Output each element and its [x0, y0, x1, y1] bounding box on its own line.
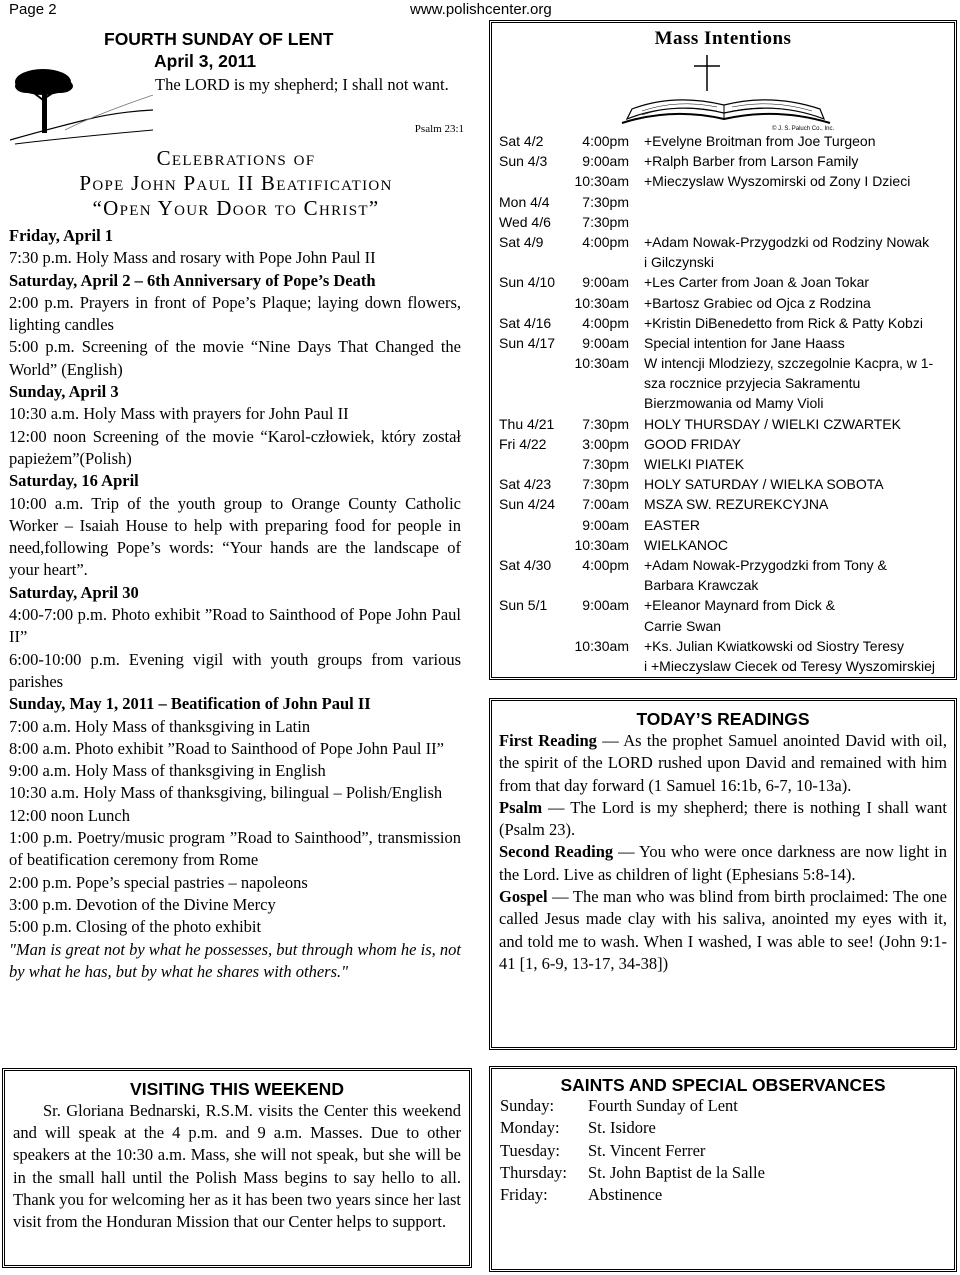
saints-heading: SAINTS AND SPECIAL OBSERVANCES	[560, 1075, 886, 1095]
event-line: 12:00 noon Lunch	[9, 805, 130, 825]
mass-time: 4:00pm	[582, 133, 629, 149]
website-url[interactable]: www.polishcenter.org	[410, 1, 552, 18]
page-number: Page 2	[9, 1, 57, 18]
mass-intention: WIELKANOC	[644, 536, 729, 553]
saint-day: Sunday:	[500, 1096, 555, 1115]
mass-time: 9:00am	[582, 516, 629, 533]
event-line: Saturday, April 30	[9, 582, 139, 602]
mass-intention: +Mieczyslaw Wyszomirski od Zony I Dzieci	[644, 173, 911, 190]
art-credit: © J. S. Paluch Co., Inc.	[772, 126, 835, 131]
mass-time: 9:00am	[582, 153, 629, 170]
mass-intention: +Ralph Barber from Larson Family	[644, 153, 859, 170]
mass-intention-row	[499, 171, 949, 191]
mass-intentions-table	[499, 131, 949, 676]
mass-intention-row	[499, 656, 949, 676]
saint-name: St. Vincent Ferrer	[588, 1140, 706, 1160]
mass-intention: +Les Carter from Joan & Joan Tokar	[644, 274, 870, 291]
event-line: Friday, April 1	[9, 226, 114, 245]
visiting-body: Sr. Gloriana Bednarski, R.S.M. visits the Center this weekend and will speak at the 4 p.m. and 9 a.m. Masses. Due to other speakers at the 10:30 a.m. Mass, she will not speak, but she will be in the small hall until the Polish Mass begins to say hello to all. Thank you for welcoming her as it has been two years since her last visit from the Honduran Mission that our Center helps to support.	[13, 1101, 461, 1232]
mass-intention: +Adam Nowak-Przygodzki from Tony &	[644, 556, 887, 573]
readings-heading: TODAY’S READINGS	[636, 709, 810, 729]
reading-label: Second Reading	[499, 842, 614, 862]
mass-day: Fri 4/22	[499, 435, 547, 452]
mass-day: Sat 4/23	[499, 476, 552, 493]
saint-day: Thursday:	[500, 1162, 567, 1182]
mass-day: Sun 4/17	[499, 334, 556, 351]
mass-time: 4:00pm	[582, 556, 629, 573]
mass-time: 7:30pm	[582, 415, 629, 432]
reading-item	[499, 730, 947, 797]
mass-intention: W intencji Mlodziezy, szczegolnie Kacpra, w 1-	[644, 355, 934, 372]
celebrations-heading	[8, 146, 464, 221]
mass-intention-row	[499, 353, 949, 373]
reading-item	[499, 797, 947, 842]
mass-intention: EASTER	[644, 516, 701, 533]
mass-time: 10:30am	[574, 294, 629, 311]
mass-intention: Special intention for Jane Haass	[644, 334, 845, 351]
mass-intention-row	[499, 515, 949, 535]
mass-day: Sun 5/1	[499, 597, 548, 614]
reading-label: First Reading	[499, 731, 597, 750]
mass-day: Sun 4/24	[499, 496, 556, 513]
visiting-box	[2, 1068, 472, 1268]
mass-time: 10:30am	[574, 355, 629, 372]
mass-intention: Bierzmowania od Mamy Violi	[644, 395, 824, 412]
mass-intention: +Eleanor Maynard from Dick &	[644, 597, 836, 614]
mass-intention-row	[499, 393, 949, 413]
mass-intention-row	[499, 151, 949, 171]
sunday-name: FOURTH SUNDAY OF LENT	[104, 29, 334, 49]
mass-time: 9:00am	[582, 334, 629, 351]
mass-day: Sat 4/2	[499, 133, 544, 149]
reading-text: — As the prophet Samuel anointed David with oil, the spirit of the LORD rushed upon David and remained with him from that day forward (1 Samuel 16:1b, 6-7, 10-13a).	[499, 731, 947, 795]
reading-item	[499, 886, 947, 975]
mass-intention-row	[499, 616, 949, 636]
saint-row	[492, 1141, 954, 1163]
mass-day: Thu 4/21	[499, 415, 555, 432]
mass-intention: +Kristin DiBenedetto from Rick & Patty Kobzi	[644, 314, 923, 331]
event-line: 10:00 a.m. Trip of the youth group to Orange County Catholic Worker – Isaiah House to help with preparing food for people in need,following Pope’s words: “Your hands are the landscape of your heart”.	[9, 493, 461, 580]
reading-text: — The Lord is my shepherd; there is nothing I shall want (Psalm 23).	[499, 797, 947, 840]
mass-intention: i Gilczynski	[644, 254, 715, 271]
mass-intention-row	[499, 232, 949, 252]
mass-intention: HOLY SATURDAY / WIELKA SOBOTA	[644, 476, 884, 493]
mass-intention-row	[499, 434, 949, 454]
saints-box	[489, 1066, 957, 1272]
readings-body	[492, 730, 954, 975]
reading-text: — The man who was blind from birth proclaimed: The one called Jesus made clay with his saliva, anointed my eyes with it, and told me to wash. When I washed, I was able to see! (John 9:1-41 [1, 6-9, 13-17, 34-38])	[499, 887, 947, 973]
mass-time: 10:30am	[574, 637, 629, 654]
page-header	[0, 0, 960, 20]
mass-time: 4:00pm	[582, 233, 629, 250]
mass-intention-row	[499, 535, 949, 555]
mass-intention: Carrie Swan	[644, 617, 722, 634]
saint-row	[492, 1118, 954, 1140]
mass-time: 7:30pm	[582, 193, 629, 210]
celebrations-section	[0, 22, 476, 1062]
mass-time: 9:00am	[582, 274, 629, 291]
saint-name: Abstinence	[588, 1185, 663, 1205]
saint-day: Tuesday:	[500, 1140, 560, 1160]
psalm-verse: The LORD is my shepherd; I shall not want.	[155, 75, 449, 94]
sunday-date: April 3, 2011	[154, 51, 257, 71]
mass-intention-row	[499, 494, 949, 514]
mass-intention: +Ks. Julian Kwiatkowski od Siostry Teresy	[644, 637, 905, 654]
mass-intention: sza rocznice przyjecia Sakramentu	[644, 375, 861, 392]
mass-day: Wed 4/6	[499, 213, 551, 230]
mass-time: 10:30am	[574, 536, 629, 553]
saint-row	[492, 1096, 954, 1118]
saint-name: St. Isidore	[588, 1118, 656, 1138]
event-line: 1:00 p.m. Poetry/music program ”Road to Sainthood”, transmission of beatification ceremony from Rome	[9, 828, 461, 870]
event-line: 6:00-10:00 p.m. Evening vigil with youth groups from various parishes	[9, 649, 461, 691]
mass-intention: Barbara Krawczak	[644, 577, 759, 594]
event-line: Sunday, April 3	[9, 382, 119, 402]
event-line: 5:00 p.m. Closing of the photo exhibit	[9, 917, 262, 937]
mass-day: Sat 4/30	[499, 556, 552, 573]
saint-name: Fourth Sunday of Lent	[588, 1096, 738, 1115]
celebrations-line-3: “Open Your Door to Christ”	[92, 196, 380, 220]
mass-intention-row	[499, 636, 949, 656]
mass-intention: +Evelyne Broitman from Joe Turgeon	[644, 133, 876, 149]
event-line: 3:00 p.m. Devotion of the Divine Mercy	[9, 894, 276, 914]
event-line: 2:00 p.m. Prayers in front of Pope’s Plaque; laying down flowers, lighting candles	[9, 292, 461, 335]
saint-row	[492, 1185, 954, 1207]
mass-time: 10:30am	[574, 173, 629, 190]
mass-intention-row	[499, 313, 949, 333]
pope-quote: "Man is great not by what he possesses, but through whom he is, not by what he has, but by what he shares with others."	[9, 939, 461, 981]
events-list	[9, 225, 461, 983]
mass-intentions-box	[489, 20, 957, 680]
celebrations-line-1: Celebrations of	[156, 146, 316, 170]
event-line: 4:00-7:00 p.m. Photo exhibit ”Road to Sainthood of Pope John Paul II”	[9, 605, 461, 647]
event-line: 5:00 p.m. Screening of the movie “Nine Days That Changed the World” (English)	[9, 337, 461, 379]
event-line: 2:00 p.m. Pope’s special pastries – napoleons	[9, 872, 308, 892]
mass-intention-row	[499, 373, 949, 393]
event-line: 12:00 noon Screening of the movie “Karol-człowiek, który został papieżem”(Polish)	[9, 426, 461, 468]
mass-intention: GOOD FRIDAY	[644, 435, 741, 452]
mass-intention: HOLY THURSDAY / WIELKI CZWARTEK	[644, 415, 901, 432]
reading-label: Psalm	[499, 797, 543, 817]
mass-intention: i +Mieczyslaw Ciecek od Teresy Wyszomirskiej	[644, 657, 935, 674]
mass-intentions-title: Mass Intentions	[654, 28, 792, 49]
saint-row	[492, 1163, 954, 1185]
event-line: 8:00 a.m. Photo exhibit ”Road to Sainthood of Pope John Paul II”	[9, 738, 444, 758]
mass-day: Sun 4/3	[499, 153, 548, 170]
mass-intention-row	[499, 454, 949, 474]
event-line: Saturday, 16 April	[9, 471, 139, 491]
mass-intention-row	[499, 555, 949, 575]
mass-intention-row	[499, 595, 949, 615]
mass-intention-row	[499, 272, 949, 292]
mass-intention-row	[499, 575, 949, 595]
mass-intention-row	[499, 293, 949, 313]
mass-intention: +Adam Nowak-Przygodzki od Rodziny Nowak	[644, 233, 930, 250]
visiting-heading: VISITING THIS WEEKEND	[130, 1079, 344, 1099]
mass-day: Sat 4/16	[499, 314, 552, 331]
event-line: 10:30 a.m. Holy Mass with prayers for John Paul II	[9, 404, 349, 424]
mass-intention-row	[499, 333, 949, 353]
saint-day: Friday:	[500, 1185, 548, 1205]
event-line: 7:00 a.m. Holy Mass of thanksgiving in Latin	[9, 716, 311, 736]
mass-intention: WIELKI PIATEK	[644, 456, 745, 472]
mass-intention-row	[499, 414, 949, 434]
reading-label: Gospel	[499, 887, 548, 907]
mass-intention-row	[499, 192, 949, 212]
mass-day: Sun 4/10	[499, 274, 556, 291]
mass-day: Mon 4/4	[499, 193, 550, 210]
mass-intention-row	[499, 474, 949, 494]
event-line: Saturday, April 2 – 6th Anniversary of Pope’s Death	[9, 270, 376, 290]
mass-intention-row	[499, 131, 949, 151]
event-line: Sunday, May 1, 2011 – Beatification of John Paul II	[9, 694, 371, 714]
open-bible-cross-icon	[612, 51, 842, 131]
tree-landscape-illustration	[5, 60, 155, 145]
mass-time: 4:00pm	[582, 314, 629, 331]
reading-item	[499, 841, 947, 886]
event-line: 7:30 p.m. Holy Mass and rosary with Pope John Paul II	[9, 248, 376, 268]
mass-intention-row	[499, 252, 949, 272]
mass-time: 7:30pm	[582, 456, 629, 472]
mass-time: 7:30pm	[582, 476, 629, 493]
mass-time: 7:30pm	[582, 213, 629, 230]
mass-intention-row	[499, 212, 949, 232]
readings-box	[489, 698, 957, 1050]
mass-time: 7:00am	[582, 496, 629, 513]
mass-time: 9:00am	[582, 597, 629, 614]
celebrations-line-2: Pope John Paul II Beatification	[79, 171, 393, 195]
mass-day: Sat 4/9	[499, 233, 544, 250]
mass-intention: MSZA SW. REZUREKCYJNA	[644, 496, 829, 513]
mass-time: 3:00pm	[582, 435, 629, 452]
reading-text: — You who were once darkness are now light in the Lord. Live as children of light (Ephesians 5:8-14).	[499, 842, 947, 884]
sunday-title	[104, 28, 464, 72]
saint-name: St. John Baptist de la Salle	[588, 1162, 765, 1182]
saint-day: Monday:	[500, 1118, 560, 1138]
psalm-reference: Psalm 23:1	[414, 123, 464, 135]
mass-intention: +Bartosz Grabiec od Ojca z Rodzina	[644, 294, 871, 311]
event-line: 10:30 a.m. Holy Mass of thanksgiving, bilingual – Polish/English	[9, 783, 443, 803]
event-line: 9:00 a.m. Holy Mass of thanksgiving in English	[9, 761, 326, 781]
